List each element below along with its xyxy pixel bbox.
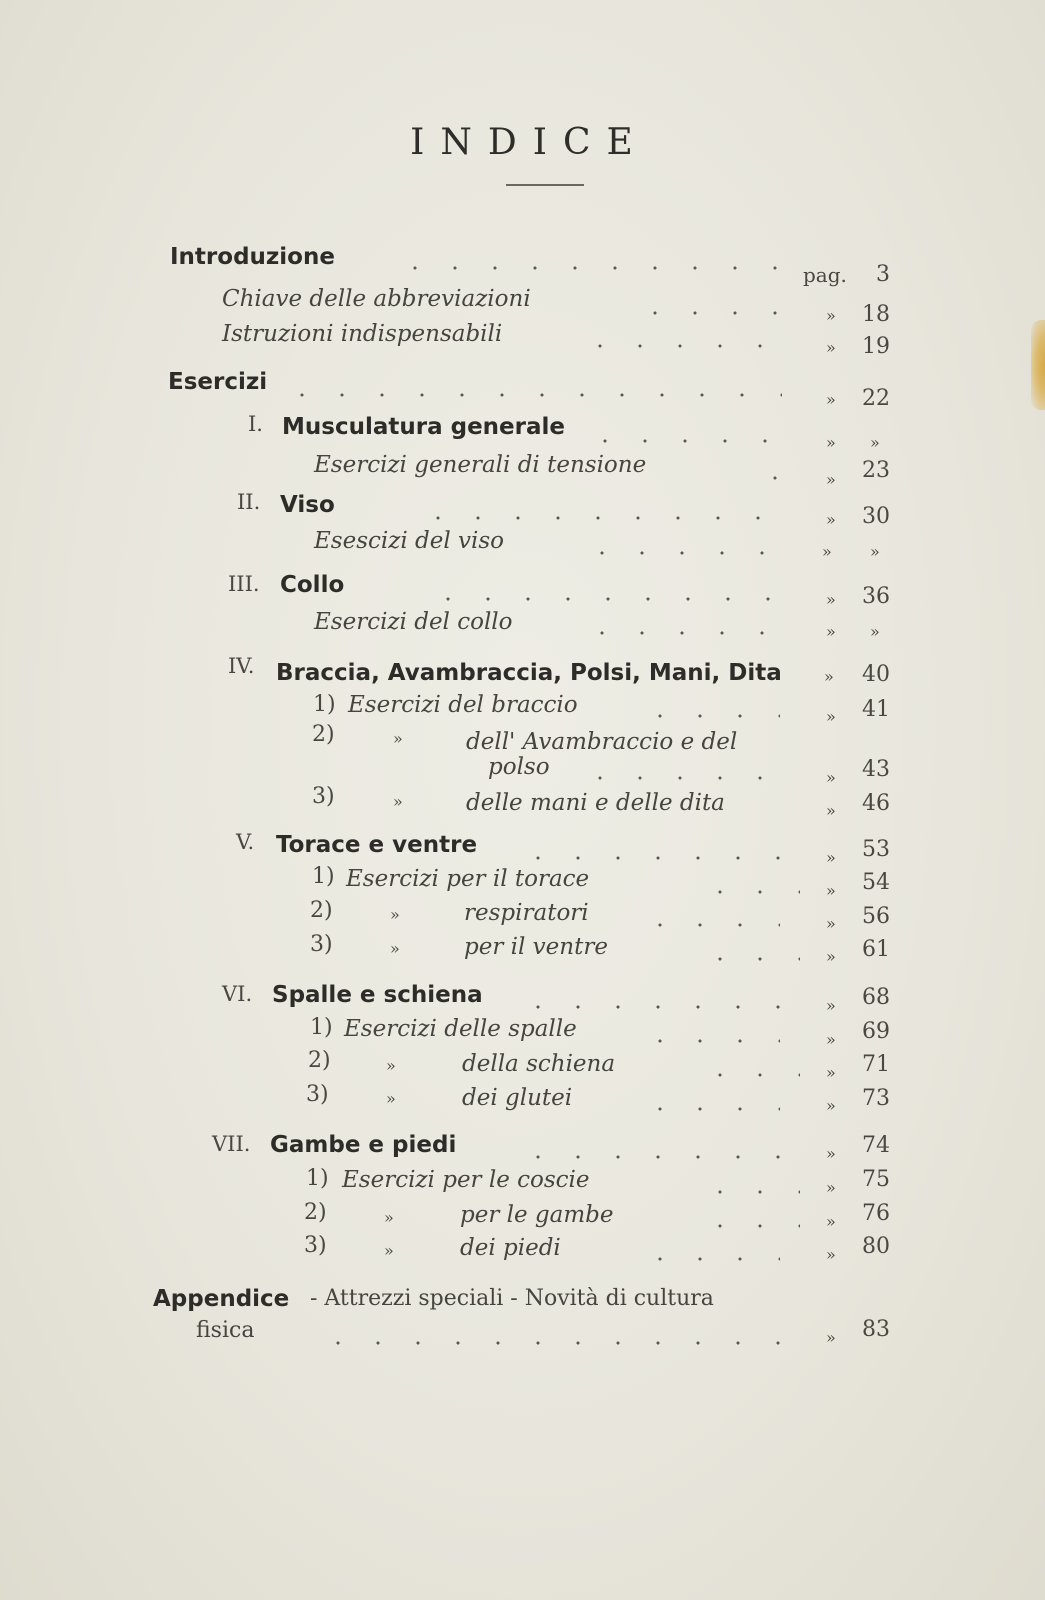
entry-braccia: Braccia, Avambraccia, Polsi, Mani, Dita — [276, 660, 782, 686]
page-number: 53 — [862, 837, 890, 862]
section-numeral: IV. — [228, 654, 255, 678]
section-numeral: III. — [228, 572, 260, 596]
section-numeral: VII. — [212, 1132, 251, 1156]
item-number: 2) — [312, 722, 335, 747]
ditto-mark: » — [826, 768, 836, 787]
page-number: 46 — [862, 791, 890, 816]
page-number: 69 — [862, 1019, 890, 1044]
leader-dots — [700, 1223, 800, 1229]
ditto-mark: » — [826, 390, 836, 409]
title-rule — [506, 184, 584, 186]
leader-dots — [700, 889, 800, 895]
ditto-mark: » — [390, 905, 400, 924]
section-numeral: II. — [237, 490, 261, 514]
entry-istruzioni: Istruzioni indispensabili — [222, 321, 503, 347]
leader-dots — [700, 1189, 800, 1195]
entry-schiena: della schiena — [462, 1051, 616, 1077]
entry-collo: Collo — [280, 572, 345, 598]
item-number: 1) — [306, 1166, 329, 1191]
page-number: 80 — [862, 1234, 890, 1259]
leader-dots — [635, 310, 795, 316]
leader-dots — [640, 922, 780, 928]
pag-label: pag. — [803, 263, 847, 287]
item-number: 1) — [313, 692, 336, 717]
entry-mani-dita: delle mani e delle dita — [466, 790, 725, 816]
ditto-mark: » — [826, 914, 836, 933]
leader-dots — [518, 855, 788, 861]
page-number: 54 — [862, 870, 890, 895]
ditto-mark: » — [826, 707, 836, 726]
page-number: 71 — [862, 1052, 890, 1077]
ditto-mark: » — [826, 1144, 836, 1163]
ditto-mark: » — [826, 306, 836, 325]
leader-dots — [755, 475, 800, 481]
leader-dots — [580, 343, 780, 349]
ditto-mark: » — [826, 947, 836, 966]
page-number: » — [870, 542, 880, 561]
ditto-mark: » — [826, 996, 836, 1015]
page-number: 73 — [862, 1086, 890, 1111]
page-number: 18 — [862, 302, 890, 327]
ditto-mark: » — [826, 622, 836, 641]
page-number: 30 — [862, 504, 890, 529]
entry-introduzione: Introduzione — [170, 244, 335, 270]
entry-avambraccio: dell' Avambraccio e del — [466, 729, 738, 755]
entry-spalle: Esercizi delle spalle — [344, 1016, 577, 1042]
entry-appendice-cont: fisica — [196, 1318, 255, 1343]
entry-gambe-piedi: Gambe e piedi — [270, 1132, 457, 1158]
entry-chiave: Chiave delle abbreviazioni — [222, 286, 531, 312]
section-numeral: V. — [236, 830, 255, 854]
ditto-mark: » — [386, 1089, 396, 1108]
ditto-mark: » — [826, 1178, 836, 1197]
page-number: » — [870, 622, 880, 641]
page-number: 61 — [862, 937, 890, 962]
ditto-mark: » — [826, 433, 836, 452]
item-number: 3) — [312, 784, 335, 809]
page-number: 56 — [862, 904, 890, 929]
ditto-mark: » — [826, 881, 836, 900]
page-number: 43 — [862, 757, 890, 782]
item-number: 2) — [310, 898, 333, 923]
entry-ventre: per il ventre — [464, 934, 608, 960]
entry-coscie: Esercizi per le coscie — [342, 1167, 590, 1193]
entry-spalle-schiena: Spalle e schiena — [272, 982, 483, 1008]
leader-dots — [395, 265, 780, 271]
ditto-mark: » — [822, 542, 832, 561]
page-number: 19 — [862, 334, 890, 359]
entry-appendice-desc: - Attrezzi speciali - Novità di cultura — [310, 1286, 714, 1311]
ditto-mark: » — [393, 729, 403, 748]
paper-stain — [1031, 320, 1045, 410]
item-number: 2) — [304, 1200, 327, 1225]
page-number: 76 — [862, 1201, 890, 1226]
ditto-mark: » — [393, 792, 403, 811]
item-number: 2) — [308, 1048, 331, 1073]
ditto-mark: » — [826, 1328, 836, 1347]
leader-dots — [640, 1256, 780, 1262]
section-numeral: VI. — [222, 982, 253, 1006]
leader-dots — [640, 713, 780, 719]
page-title: INDICE — [410, 122, 649, 163]
leader-dots — [518, 1154, 788, 1160]
ditto-mark: » — [826, 470, 836, 489]
page-number: 74 — [862, 1133, 890, 1158]
entry-piedi: dei piedi — [460, 1235, 561, 1261]
leader-dots — [700, 1072, 800, 1078]
ditto-mark: » — [826, 801, 836, 820]
page-number: 75 — [862, 1167, 890, 1192]
entry-esescizi-viso: Esescizi del viso — [314, 528, 505, 554]
leader-dots — [580, 775, 780, 781]
ditto-mark: » — [390, 939, 400, 958]
ditto-mark: » — [826, 1096, 836, 1115]
entry-torace: Esercizi per il torace — [346, 866, 590, 892]
leader-dots — [318, 1340, 788, 1346]
entry-glutei: dei glutei — [462, 1085, 573, 1111]
entry-esercizi: Esercizi — [168, 369, 268, 395]
ditto-mark: » — [826, 1212, 836, 1231]
entry-torace-ventre: Torace e ventre — [276, 832, 478, 858]
leader-dots — [282, 392, 782, 398]
page-number: 23 — [862, 458, 890, 483]
leader-dots — [640, 1038, 780, 1044]
entry-esercizi-braccio: Esercizi del braccio — [348, 692, 578, 718]
page-number: 36 — [862, 584, 890, 609]
leader-dots — [428, 596, 788, 602]
ditto-mark: » — [824, 667, 834, 686]
leader-dots — [582, 630, 782, 636]
entry-esercizi-collo: Esercizi del collo — [314, 609, 513, 635]
ditto-mark: » — [826, 1030, 836, 1049]
ditto-mark: » — [826, 1063, 836, 1082]
leader-dots — [518, 1004, 788, 1010]
page-number: 83 — [862, 1317, 890, 1342]
ditto-mark: » — [384, 1241, 394, 1260]
item-number: 3) — [310, 932, 333, 957]
leader-dots — [418, 515, 788, 521]
ditto-mark: » — [826, 510, 836, 529]
leader-dots — [640, 1106, 780, 1112]
entry-musculatura: Musculatura generale — [282, 414, 565, 440]
ditto-mark: » — [826, 1245, 836, 1264]
section-numeral: I. — [248, 412, 263, 436]
page-number: 3 — [876, 262, 890, 287]
leader-dots — [700, 956, 800, 962]
page-number: 41 — [862, 697, 890, 722]
page-number: 40 — [862, 662, 890, 687]
item-number: 1) — [310, 1015, 333, 1040]
page-number: 22 — [862, 386, 890, 411]
entry-gambe: per le gambe — [460, 1202, 614, 1228]
item-number: 3) — [306, 1082, 329, 1107]
ditto-mark: » — [826, 590, 836, 609]
entry-viso: Viso — [280, 492, 335, 518]
page-number: » — [870, 433, 880, 452]
entry-esercizi-tensione: Esercizi generali di tensione — [314, 452, 647, 478]
ditto-mark: » — [384, 1208, 394, 1227]
page-number: 68 — [862, 985, 890, 1010]
entry-respiratori: respiratori — [464, 900, 589, 926]
entry-appendice: Appendice — [153, 1286, 290, 1312]
ditto-mark: » — [386, 1056, 396, 1075]
ditto-mark: » — [826, 338, 836, 357]
item-number: 3) — [304, 1233, 327, 1258]
item-number: 1) — [312, 864, 335, 889]
leader-dots — [585, 438, 785, 444]
leader-dots — [582, 550, 782, 556]
ditto-mark: » — [826, 848, 836, 867]
entry-avambraccio-cont: polso — [488, 754, 550, 780]
